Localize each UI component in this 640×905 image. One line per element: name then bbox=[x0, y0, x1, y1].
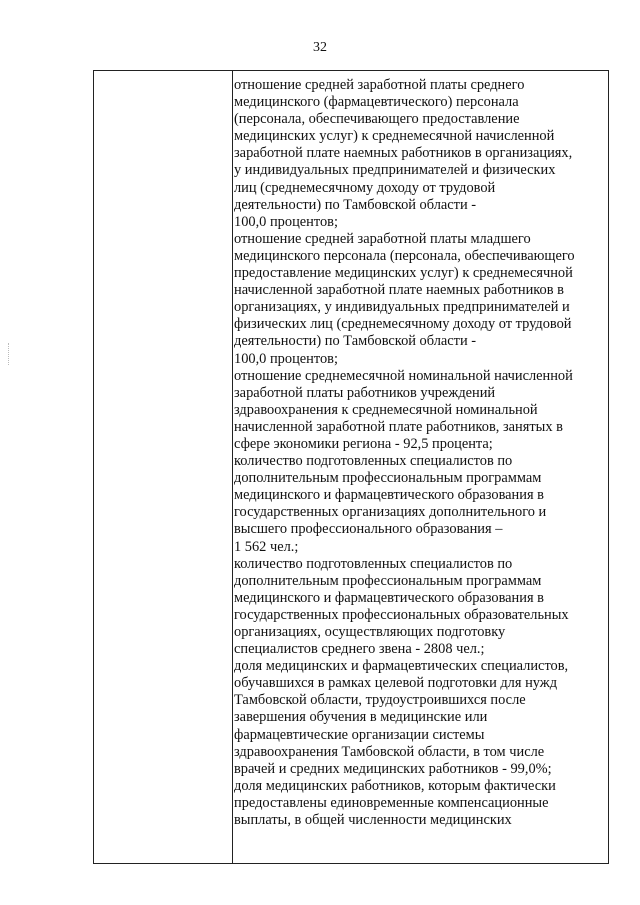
text-line: дополнительным профессиональным программам bbox=[234, 572, 542, 589]
text-line: начисленной заработной плате наемных работников в bbox=[234, 282, 564, 299]
text-line: здравоохранения к среднемесячной номинальной bbox=[234, 401, 538, 418]
text-line: 100,0 процентов; bbox=[234, 213, 338, 230]
text-line: 1 562 чел.; bbox=[234, 538, 299, 555]
page-number: 32 bbox=[313, 40, 327, 55]
text-line: заработной платы работников учреждений bbox=[234, 384, 496, 401]
indicator-text-cell bbox=[234, 77, 606, 829]
text-line: деятельности) по Тамбовской области - bbox=[234, 333, 477, 350]
text-line: предоставление медицинских услуг) к среднемесячной bbox=[234, 265, 573, 282]
text-line: физических лиц (среднемесячному доходу от трудовой bbox=[234, 316, 572, 333]
empty-left-cell bbox=[94, 71, 232, 863]
text-line: у индивидуальных предпринимателей и физических bbox=[234, 162, 556, 179]
text-line: доля медицинских и фармацевтических специалистов, bbox=[234, 658, 569, 675]
text-line: количество подготовленных специалистов по bbox=[234, 453, 513, 470]
text-line: 100,0 процентов; bbox=[234, 350, 338, 367]
text-line: медицинских услуг) к среднемесячной начисленной bbox=[234, 128, 555, 145]
text-line: организациях, осуществляющих подготовку bbox=[234, 624, 506, 640]
text-line: обучавшихся в рамках целевой подготовки для нужд bbox=[234, 675, 558, 692]
text-line: медицинского (фармацевтического) персонала bbox=[234, 94, 519, 111]
text-line: начисленной заработной плате работников, занятых в bbox=[234, 418, 563, 435]
text-line: отношение средней заработной платы младшего bbox=[234, 230, 531, 247]
text-line: отношение среднемесячной номинальной начисленной bbox=[234, 367, 573, 384]
scan-margin-mark bbox=[8, 343, 11, 365]
column-divider bbox=[232, 71, 233, 863]
text-line: количество подготовленных специалистов по bbox=[234, 555, 513, 572]
document-table bbox=[93, 70, 609, 864]
text-line: организациях, у индивидуальных предпринимателей и bbox=[234, 299, 570, 316]
text-line: заработной плате наемных работников в организациях, bbox=[234, 145, 573, 162]
text-line: государственных организациях дополнительного и bbox=[234, 504, 547, 521]
text-line: медицинского персонала (персонала, обеспечивающего bbox=[234, 247, 575, 264]
text-line: (персонала, обеспечивающего предоставление bbox=[234, 111, 520, 128]
text-line: медицинского и фармацевтического образования в bbox=[234, 487, 544, 504]
text-line: предоставлены единовременные компенсационные bbox=[234, 794, 549, 811]
text-line: доля медицинских работников, которым фактически bbox=[234, 777, 556, 794]
text-line: дополнительным профессиональным программам bbox=[234, 470, 542, 487]
text-line: сфере экономики региона - 92,5 процента; bbox=[234, 435, 493, 452]
text-line: фармацевтические организации системы bbox=[234, 726, 485, 743]
text-line: здравоохранения Тамбовской области, в том числе bbox=[234, 743, 545, 760]
text-line: высшего профессионального образования – bbox=[234, 521, 503, 538]
text-line: медицинского и фармацевтического образования в bbox=[234, 589, 544, 606]
text-line: государственных профессиональных образовательных bbox=[234, 606, 569, 623]
text-line: деятельности) по Тамбовской области - bbox=[234, 196, 477, 213]
text-line: лиц (среднемесячному доходу от трудовой bbox=[234, 179, 496, 196]
text-line: отношение средней заработной платы среднего bbox=[234, 77, 525, 93]
text-line: специалистов среднего звена - 2808 чел.; bbox=[234, 641, 485, 658]
text-line: врачей и средних медицинских работников - 99,0%; bbox=[234, 760, 552, 777]
text-line: выплаты, в общей численности медицинских bbox=[234, 812, 512, 829]
text-line: завершения обучения в медицинские или bbox=[234, 709, 488, 726]
text-line: Тамбовской области, трудоустроившихся после bbox=[234, 692, 526, 709]
